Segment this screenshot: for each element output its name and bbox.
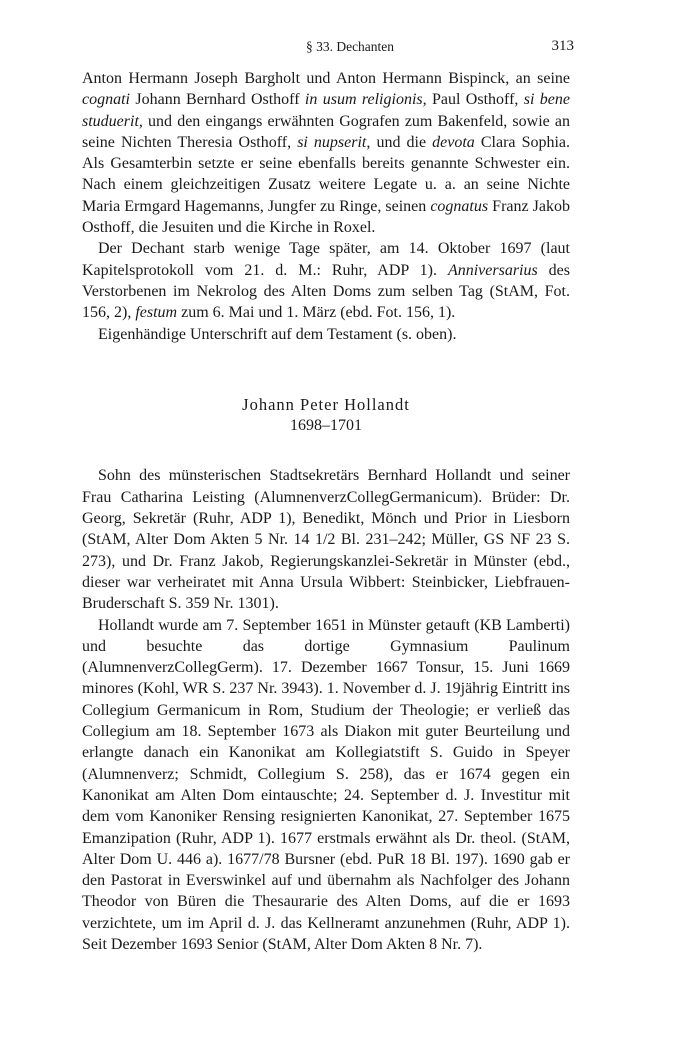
latin-term: si nupserit, xyxy=(297,133,371,151)
paragraph: Eigenhändige Unterschrift auf dem Testament (s. oben). xyxy=(98,325,457,343)
latin-term: cognatus xyxy=(430,197,489,215)
text-run: des Verstorbenen im Nekrolog des Alten Doms zum selben Tag (StAM, Fot. 156, 2), xyxy=(82,261,570,322)
entry-heading-name: Johann Peter Hollandt xyxy=(242,394,410,414)
text-run: Johann Bernhard Osthoff xyxy=(130,91,305,109)
latin-term: devota xyxy=(432,133,475,151)
latin-term: Anniversarius xyxy=(447,261,538,279)
body-text xyxy=(82,68,570,955)
text-run: und die xyxy=(370,133,433,151)
text-run: Anton Hermann Joseph Bargholt und Anton Hermann Bispinck, an seine xyxy=(82,70,570,87)
paragraph: Hollandt wurde am 7. September 1651 in Münster getauft (KB Lamberti) und besuchte das dortige Gymnasium Paulinum (AlumnenverzCollegGerm). 17. Dezember 1667 Tonsur, 15. Juni 1669 minores (Kohl, WR S. 237 Nr. 3943). 1. November d. J. 19jährig Eintritt ins Collegium Germanicum in Rom, Studium der Theologie; er verließ das Collegium am 18. September 1673 als Diakon mit guter Beurteilung und erlangte danach ein Kanonikat am Kollegiatstift S. Guido in Speyer (Alumnenverz; Schmidt, Collegium S. 258), das er 1674 gegen ein Kanonikat am Alten Dom eintauschte; 24. September d. J. Investitur mit dem vom Kanoniker Rensing resignierten Kanonikat, 27. September 1675 Emanzipation (Ruhr, ADP 1). 1677 erstmals erwähnt als Dr. theol. (StAM, Alter Dom U. 446 a). 1677/78 Bursner (ebd. PuR 18 Bl. 197). 1690 gab er den Pastorat in Everswinkel auf und übernahm als Nachfolger des Johann Theodor von Büren die Thesaurarie des Alten Doms, auf die er 1693 verzichtete, um im April d. J. das Kellneramt anzunehmen (Ruhr, ADP 1). Seit Dezember 1693 Senior (StAM, Alter Dom Akten 8 Nr. 7). xyxy=(82,616,570,953)
text-run: Clara Sophia. Als Gesamterbin setzte er seine ebenfalls bereits genannte Schwester ein. Nach einem gleichzeitigen Zusatz weitere Legate u. a. an seine Nichte Maria Ermgard Hagemanns, Jungfer zu Ringe, seinen xyxy=(82,133,571,215)
text-run: Franz Jakob Osthoff, die Jesuiten und die Kirche in Roxel. xyxy=(82,197,570,237)
latin-term: cognati xyxy=(82,91,130,109)
text-run: Paul Osthoff, xyxy=(426,91,524,109)
latin-term: in usum religionis, xyxy=(304,91,427,109)
paragraph: Sohn des münsterischen Stadtsekretärs Bernhard Hollandt und seiner Frau Catharina Leisting (AlumnenverzCollegGermanicum). Brüder: Dr. Georg, Sekretär (Ruhr, ADP 1), Benedikt, Mönch und Prior in Liesborn (StAM, Alter Dom Akten 5 Nr. 14 1/2 Bl. 231–242; Müller, GS NF 23 S. 273), und Dr. Franz Jakob, Regierungskanzlei-Sekretär in Münster (ebd., dieser war verheiratet mit Anna Ursula Wibbert: Steinbicker, Liebfrauen-Bruderschaft S. 359 Nr. 1301). xyxy=(82,467,570,613)
section-title: § 33. Dechanten xyxy=(305,39,395,54)
text-run: und den eingangs erwähnten Gografen zum Bakenfeld, sowie an seine Nichten Theresia Osthoff, xyxy=(82,112,570,151)
text-run: zum 6. Mai und 1. März (ebd. Fot. 156, 1). xyxy=(177,304,456,322)
running-head xyxy=(0,38,700,58)
entry-heading-years: 1698–1701 xyxy=(290,417,362,435)
latin-term: si bene studuerit, xyxy=(82,91,571,130)
page-number: 313 xyxy=(551,38,574,54)
paragraph xyxy=(82,68,570,238)
text-run: Der Dechant starb wenige Tage später, am 14. Oktober 1697 (laut Kapitelsprotokoll vom 21. d. M.: Ruhr, ADP 1). xyxy=(82,240,570,279)
latin-term: festum xyxy=(135,304,178,322)
paragraph xyxy=(82,238,570,323)
